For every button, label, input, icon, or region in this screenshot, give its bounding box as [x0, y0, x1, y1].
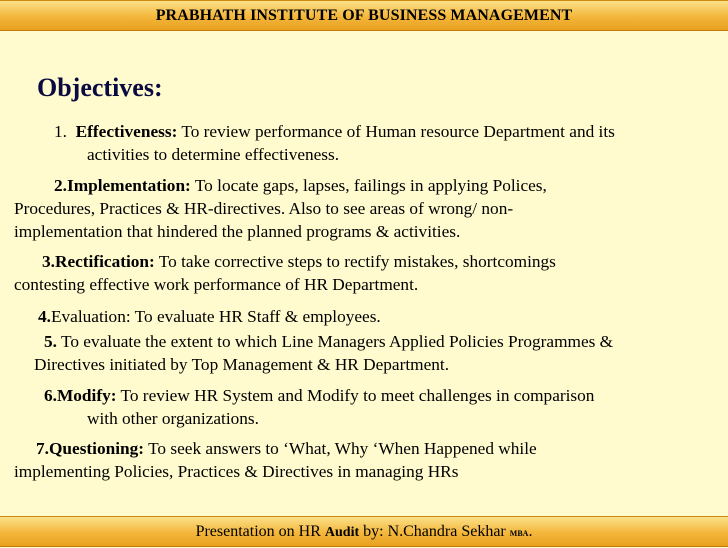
item-label: Rectification: — [54, 252, 155, 271]
item-text: To review HR System and Modify to meet challenges in comparison — [120, 386, 595, 405]
item-text: To review performance of Human resource Department and its — [181, 122, 615, 141]
institute-title: PRABHATH INSTITUTE OF BUSINESS MANAGEMENT — [155, 7, 573, 24]
footer-audit: Audit — [324, 525, 360, 540]
objective-item-4 — [12, 305, 724, 328]
item-label: Modify: — [56, 386, 117, 405]
footer-degree: MBA — [509, 529, 529, 538]
item-number: 2. — [54, 176, 67, 195]
item-text: To take corrective steps to rectify mistakes, shortcomings — [158, 252, 556, 271]
item-label: Implementation: — [66, 176, 191, 195]
item-text: To locate gaps, lapses, failings in applying Polices, — [194, 176, 547, 195]
item-text: Procedures, Practices & HR-directives. Also to see areas of wrong/ non- — [14, 199, 514, 218]
objective-item-1 — [12, 120, 724, 166]
footer-middle: by: N.Chandra Sekhar — [359, 523, 510, 540]
item-number: 4. — [38, 307, 51, 326]
objective-item-2 — [12, 174, 724, 243]
objective-item-7 — [12, 437, 724, 483]
item-number: 5. — [44, 332, 57, 351]
item-label: Questioning: — [48, 439, 145, 458]
item-text: implementation that hindered the planned programs & activities. — [14, 222, 461, 241]
item-number: 7. — [36, 439, 49, 458]
item-text: contesting effective work performance of HR Department. — [14, 275, 419, 294]
item-text: Evaluation: To evaluate HR Staff & employees. — [50, 307, 381, 326]
item-text: activities to determine effectiveness. — [87, 145, 340, 164]
item-text: To seek answers to ‘What, Why ‘When Happened while — [148, 439, 537, 458]
item-text: with other organizations. — [87, 409, 259, 428]
item-number: 3. — [42, 252, 55, 271]
item-label: Effectiveness: — [75, 122, 178, 141]
item-number: 6. — [44, 386, 57, 405]
objective-item-6 — [12, 384, 724, 430]
item-number: 1. — [54, 122, 67, 141]
item-text: Directives initiated by Top Management & HR Department. — [34, 355, 450, 374]
footer-bar — [0, 516, 728, 547]
footer-suffix: . — [528, 523, 533, 540]
item-text: implementing Policies, Practices & Directives in managing HRs — [14, 462, 459, 481]
objective-item-5 — [12, 330, 724, 376]
header-bar — [0, 0, 728, 31]
item-text: To evaluate the extent to which Line Managers Applied Policies Programmes & — [60, 332, 614, 351]
objective-item-3 — [12, 250, 724, 296]
objectives-heading: Objectives: — [37, 73, 163, 102]
footer-prefix: Presentation on HR — [195, 523, 325, 540]
